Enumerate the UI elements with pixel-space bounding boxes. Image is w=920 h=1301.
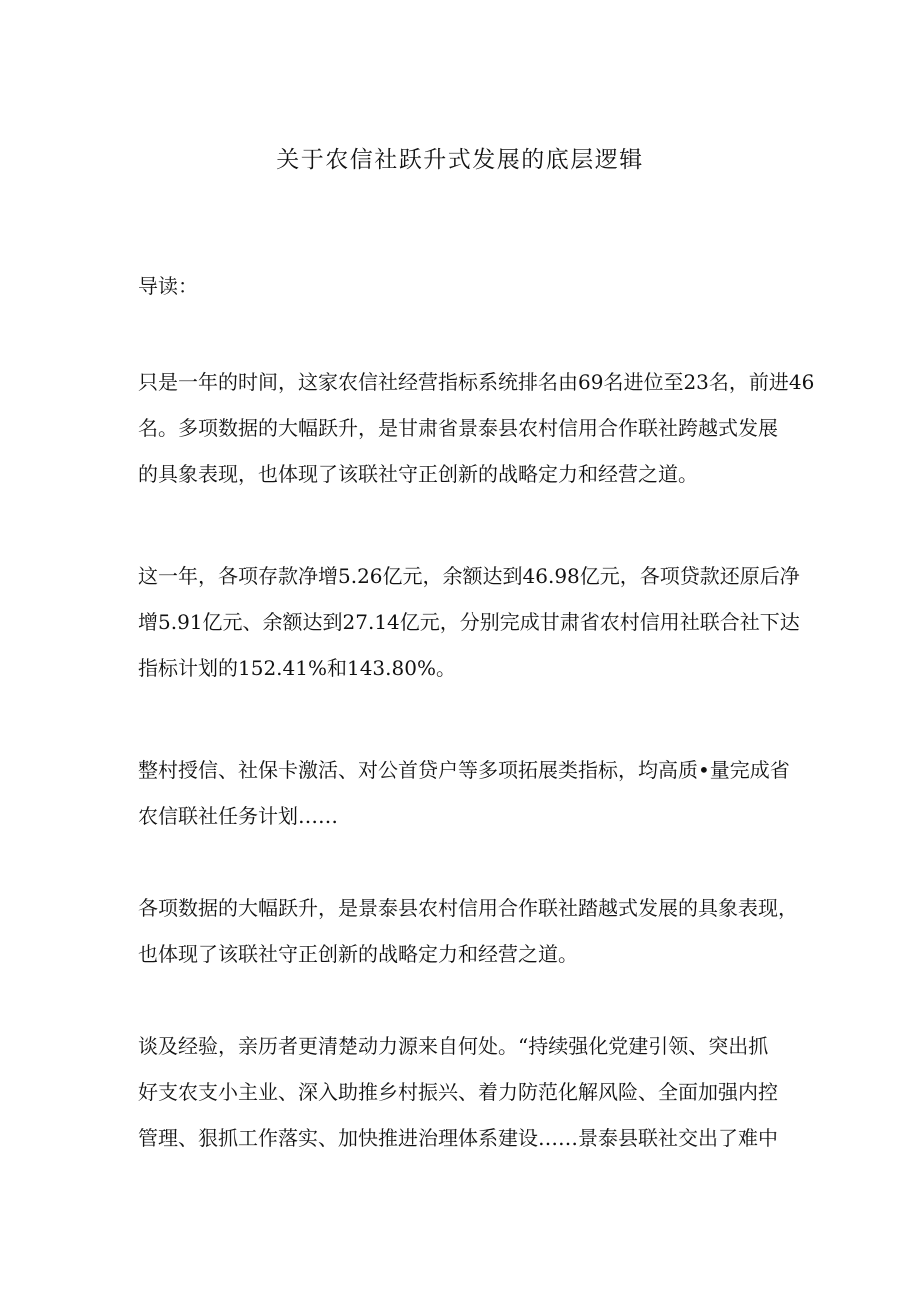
paragraph-line: 农信联社任务计划…… (138, 804, 338, 828)
paragraph-line: 的具象表现，也体现了该联社守正创新的战略定力和经营之道。 (138, 462, 698, 486)
paragraph-line: 谈及经验，亲历者更清楚动力源来自何处。“持续强化党建引领、突出抓 (138, 1034, 769, 1058)
paragraph-line: 增5.91亿元、余额达到27.14亿元，分别完成甘肃省农村信用社联合社下达 (138, 610, 800, 634)
paragraph (138, 1030, 798, 1168)
paragraph-line: 指标计划的152.41%和143.80%。 (138, 656, 456, 680)
paragraph-line: 管理、狠抓工作落实、加快推进治理体系建设……景泰县联社交出了难中 (138, 1126, 778, 1150)
paragraph (138, 366, 815, 504)
paragraph-line: 只是一年的时间，这家农信社经营指标系统排名由69名进位至23名，前进46 (138, 370, 815, 394)
intro-label: 导读： (138, 274, 198, 298)
paragraph-line: 也体现了该联社守正创新的战略定力和经营之道。 (138, 942, 578, 966)
paragraph-line: 整村授信、社保卡激活、对公首贷户等多项拓展类指标，均高质•量完成省 (138, 758, 790, 782)
document-title: 关于农信社跃升式发展的底层逻辑 (276, 147, 644, 173)
paragraph (138, 560, 798, 698)
paragraph-line: 名。多项数据的大幅跃升，是甘肃省景泰县农村信用合作联社跨越式发展 (138, 416, 778, 440)
paragraph-line: 各项数据的大幅跃升，是景泰县农村信用合作联社踏越式发展的具象表现， (138, 896, 798, 920)
paragraph-line: 好支农支小主业、深入助推乡村振兴、着力防范化解风险、全面加强内控 (138, 1080, 778, 1104)
paragraph-line: 这一年，各项存款净增5.26亿元，余额达到46.98亿元，各项贷款还原后净 (138, 564, 800, 588)
paragraph (138, 754, 798, 846)
paragraph (138, 892, 798, 984)
